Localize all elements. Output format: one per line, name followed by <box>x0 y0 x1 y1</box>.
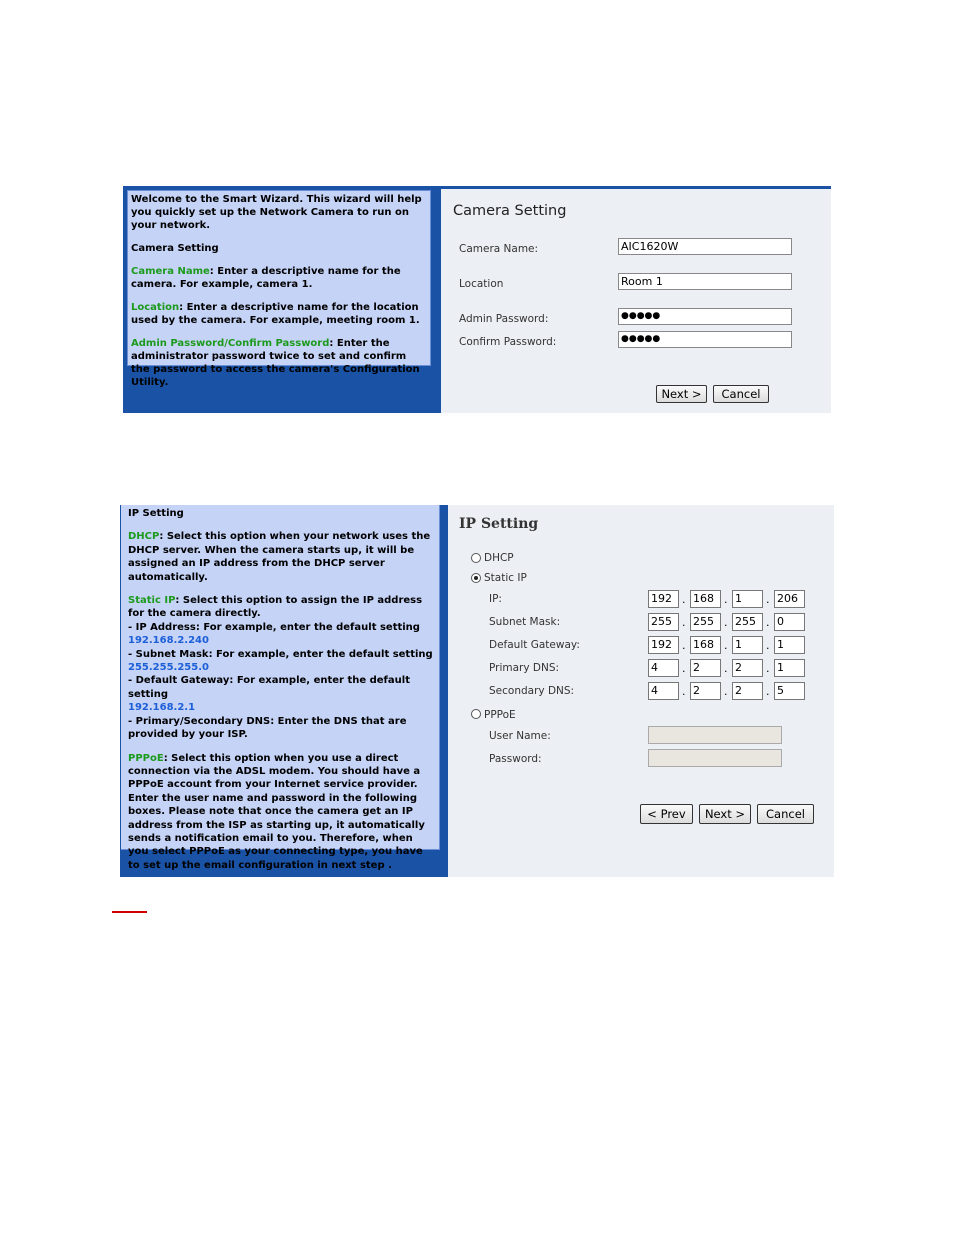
dhcp-radio[interactable] <box>471 553 481 563</box>
ip-octet-separator: . <box>724 662 728 675</box>
static-ip-label: Static IP <box>484 572 527 584</box>
ip-octet-input[interactable]: 168 <box>690 590 721 608</box>
user-name-label: User Name: <box>489 730 551 742</box>
next-button[interactable]: Next > <box>699 804 751 824</box>
admin-password-label: Admin Password: <box>459 313 549 325</box>
ip-octet-separator: . <box>766 593 770 606</box>
location-desc: : Enter a descriptive name for the location used by the camera. For example, meeting room 1. <box>131 302 420 326</box>
ip-octet-input[interactable]: 2 <box>732 659 763 677</box>
ip-setting-panel <box>120 505 834 877</box>
ip-octet-input[interactable]: 255 <box>648 613 679 631</box>
next-button[interactable]: Next > <box>656 385 707 403</box>
camera-help-location <box>131 301 426 327</box>
camera-setting-panel <box>123 186 831 413</box>
ip-octet-separator: . <box>682 616 686 629</box>
mask-example: - Subnet Mask: For example, enter the default setting <box>128 648 433 660</box>
ip-octet-separator: . <box>724 593 728 606</box>
ip-octet-input[interactable]: 192 <box>648 636 679 654</box>
admin-password-term: Admin Password/Confirm Password <box>131 338 330 349</box>
cancel-button[interactable]: Cancel <box>757 804 814 824</box>
ip-octet-separator: . <box>766 616 770 629</box>
red-underline-mark <box>112 911 147 913</box>
ip-help-static <box>128 594 435 741</box>
camera-help-admin <box>131 337 426 389</box>
ip-octet-input[interactable]: 0 <box>774 613 805 631</box>
ip-octet-input[interactable]: 1 <box>732 590 763 608</box>
ip-octet-input[interactable]: 1 <box>732 636 763 654</box>
ip-help-box <box>121 505 440 871</box>
ip-octet-input[interactable]: 5 <box>774 682 805 700</box>
dhcp-desc: : Select this option when your network uses the DHCP server. When the camera starts up, it will be assigned an IP address from the DHCP server automatically. <box>128 531 431 583</box>
location-input[interactable]: Room 1 <box>618 273 792 290</box>
camera-name-desc: : Enter a descriptive name for the camera. For example, camera 1. <box>131 266 401 290</box>
ip-octet-input[interactable]: 168 <box>690 636 721 654</box>
ip-octet-separator: . <box>682 685 686 698</box>
dns-example: - Primary/Secondary DNS: Enter the DNS that are provided by your ISP. <box>128 715 407 741</box>
ip-octet-input[interactable]: 2 <box>690 682 721 700</box>
ip-help-dhcp <box>128 530 435 584</box>
mask-example-value: 255.255.255.0 <box>128 662 209 674</box>
admin-password-input[interactable]: ●●●●● <box>618 308 792 325</box>
ip-octet-separator: . <box>682 593 686 606</box>
camera-setting-title: Camera Setting <box>453 203 567 219</box>
camera-help-sidebar <box>123 186 441 413</box>
admin-password-desc: : Enter the administrator password twice to set and confirm the password to access the camera's Configuration Utility. <box>131 338 420 388</box>
camera-help-intro: Welcome to the Smart Wizard. This wizard will help you quickly set up the Network Camera to run on your network. <box>131 194 422 231</box>
ip-octet-input[interactable]: 255 <box>690 613 721 631</box>
pppoe-desc: : Select this option when you use a direct connection via the ADSL modem. You should have a PPPoE account from your Internet service provider. Enter the user name and password in the following boxes. Please note that once the camera get an IP address from the ISP as starting up, it automatically sends a notification email to you. Therefore, when you select PPPoE as your connecting type, you have to set up the email configuration in next step . <box>128 752 425 871</box>
ip-octet-separator: . <box>682 662 686 675</box>
ip-octet-separator: . <box>766 685 770 698</box>
camera-name-term: Camera Name <box>131 266 210 277</box>
ip-octet-input[interactable]: 192 <box>648 590 679 608</box>
user-name-input[interactable] <box>648 726 782 744</box>
ip-octet-input[interactable]: 255 <box>732 613 763 631</box>
ip-octet-input[interactable]: 2 <box>690 659 721 677</box>
ip-octet-input[interactable]: 4 <box>648 659 679 677</box>
ip-octet-separator: . <box>682 639 686 652</box>
static-field-label: Secondary DNS: <box>489 685 575 697</box>
camera-help-section-title: Camera Setting <box>131 243 219 254</box>
static-field-label: Primary DNS: <box>489 662 560 674</box>
ip-octet-separator: . <box>766 662 770 675</box>
ip-octet-input[interactable]: 1 <box>774 636 805 654</box>
cancel-button[interactable]: Cancel <box>713 385 769 403</box>
ip-octet-separator: . <box>724 616 728 629</box>
ip-help-section-title: IP Setting <box>128 508 184 519</box>
ip-help-sidebar <box>120 505 448 877</box>
dhcp-term: DHCP <box>128 531 160 543</box>
location-label: Location <box>459 278 504 290</box>
location-term: Location <box>131 302 180 313</box>
static-field-label: Subnet Mask: <box>489 616 561 628</box>
password-label: Password: <box>489 753 542 765</box>
ip-octet-input[interactable]: 2 <box>732 682 763 700</box>
camera-name-input[interactable]: AIC1620W <box>618 238 792 255</box>
pppoe-term: PPPoE <box>128 752 164 764</box>
camera-setting-form <box>441 186 831 413</box>
static-ip-term: Static IP <box>128 595 176 607</box>
ip-example: - IP Address: For example, enter the default setting <box>128 621 420 633</box>
ip-octet-input[interactable]: 206 <box>774 590 805 608</box>
camera-name-label: Camera Name: <box>459 243 539 255</box>
ip-octet-separator: . <box>724 639 728 652</box>
confirm-password-input[interactable]: ●●●●● <box>618 331 792 348</box>
ip-setting-form <box>448 505 834 877</box>
ip-octet-separator: . <box>724 685 728 698</box>
ip-help-pppoe <box>128 752 435 873</box>
gateway-example-value: 192.168.2.1 <box>128 702 196 714</box>
camera-help-camera-name <box>131 265 426 291</box>
static-ip-radio[interactable] <box>471 573 481 583</box>
static-field-label: IP: <box>489 593 502 605</box>
confirm-password-label: Confirm Password: <box>459 336 557 348</box>
ip-octet-input[interactable]: 1 <box>774 659 805 677</box>
ip-octet-separator: . <box>766 639 770 652</box>
dhcp-label: DHCP <box>484 552 514 564</box>
ip-setting-title: IP Setting <box>459 516 539 532</box>
static-ip-desc: : Select this option to assign the IP address for the camera directly. <box>128 595 423 620</box>
ip-example-value: 192.168.2.240 <box>128 635 209 647</box>
camera-help-box <box>127 190 431 388</box>
password-input[interactable] <box>648 749 782 767</box>
pppoe-radio[interactable] <box>471 709 481 719</box>
pppoe-label: PPPoE <box>484 709 516 721</box>
static-field-label: Default Gateway: <box>489 639 580 651</box>
prev-button[interactable]: < Prev <box>640 804 693 824</box>
ip-octet-input[interactable]: 4 <box>648 682 679 700</box>
gateway-example: - Default Gateway: For example, enter the default setting <box>128 675 410 700</box>
